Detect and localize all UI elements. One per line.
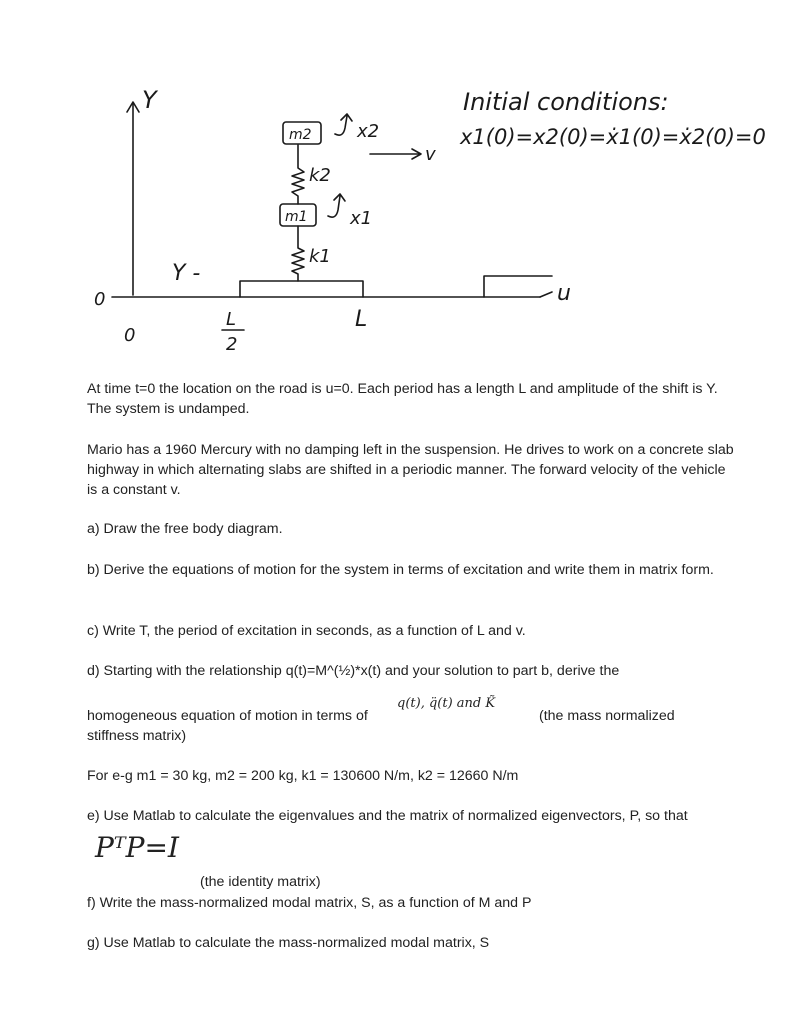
question-a: a) Draw the free body diagram. [87, 521, 283, 537]
question-d-pre: homogeneous equation of motion in terms of [87, 708, 368, 724]
k2-label: k2 [309, 165, 331, 186]
spring-k2 [292, 145, 304, 204]
question-d-line2 [87, 696, 737, 726]
u-axis-arrow [540, 292, 552, 297]
question-g: g) Use Matlab to calculate the mass-normalized modal matrix, S [87, 935, 490, 951]
question-d-post: (the mass normalized [539, 708, 675, 724]
spring-k1 [292, 226, 304, 281]
half-length-den: 2 [226, 334, 238, 355]
raised-slab [240, 281, 363, 297]
x2-arrow [335, 114, 352, 135]
example-values: For e-g m1 = 30 kg, m2 = 200 kg, k1 = 130600 N/m, k2 = 12660 N/m [87, 768, 519, 784]
m2-label: m2 [289, 127, 312, 143]
system-sketch [0, 0, 808, 360]
question-c: c) Write T, the period of excitation in seconds, as a function of L and v. [87, 623, 526, 639]
y-axis-label: Y [142, 86, 157, 114]
question-f: f) Write the mass-normalized modal matrix, S, as a function of M and P [87, 895, 532, 911]
question-d-line3: stiffness matrix) [87, 728, 187, 744]
intro-paragraph: At time t=0 the location on the road is u=0. Each period has a length L and amplitude of the shift is Y. The system is undamped. [87, 381, 718, 417]
u-axis-label: u [557, 281, 571, 306]
problem-paragraph: Mario has a 1960 Mercury with no damping left in the suspension. He drives to work on a concrete slab highway in which alternating slabs are shifted in a periodic manner. The forward velocity of the vehicle is a constant v. [87, 442, 734, 498]
raised-slab-next [484, 276, 552, 297]
half-length-num: L [226, 309, 237, 330]
identity-line [87, 831, 737, 894]
x2-label: x2 [357, 121, 380, 142]
velocity-label: v [425, 144, 436, 165]
question-d-handwritten: q(t), q̈(t) and K̃ [397, 696, 496, 711]
x1-label: x1 [350, 208, 373, 229]
length-label: L [355, 307, 368, 332]
identity-note: (the identity matrix) [200, 874, 321, 890]
k1-label: k1 [309, 246, 331, 267]
shift-label: Y - [172, 261, 201, 286]
initial-conditions-title: Initial conditions: [463, 88, 669, 116]
initial-conditions-equation: x1(0)=x2(0)=ẋ1(0)=ẋ2(0)=0 [460, 125, 766, 149]
ptp-handwritten: PᵀP=I [95, 831, 179, 864]
x1-arrow [328, 194, 345, 217]
question-d: d) Starting with the relationship q(t)=M^(½)*x(t) and your solution to part b, derive the [87, 663, 620, 679]
question-b: b) Derive the equations of motion for the system in terms of excitation and write them in matrix form. [87, 562, 714, 578]
question-e: e) Use Matlab to calculate the eigenvalues and the matrix of normalized eigenvectors, P, so that [87, 808, 688, 824]
origin-left-label: 0 [94, 289, 106, 310]
origin-bottom-label: 0 [124, 325, 136, 346]
m1-label: m1 [285, 209, 308, 225]
